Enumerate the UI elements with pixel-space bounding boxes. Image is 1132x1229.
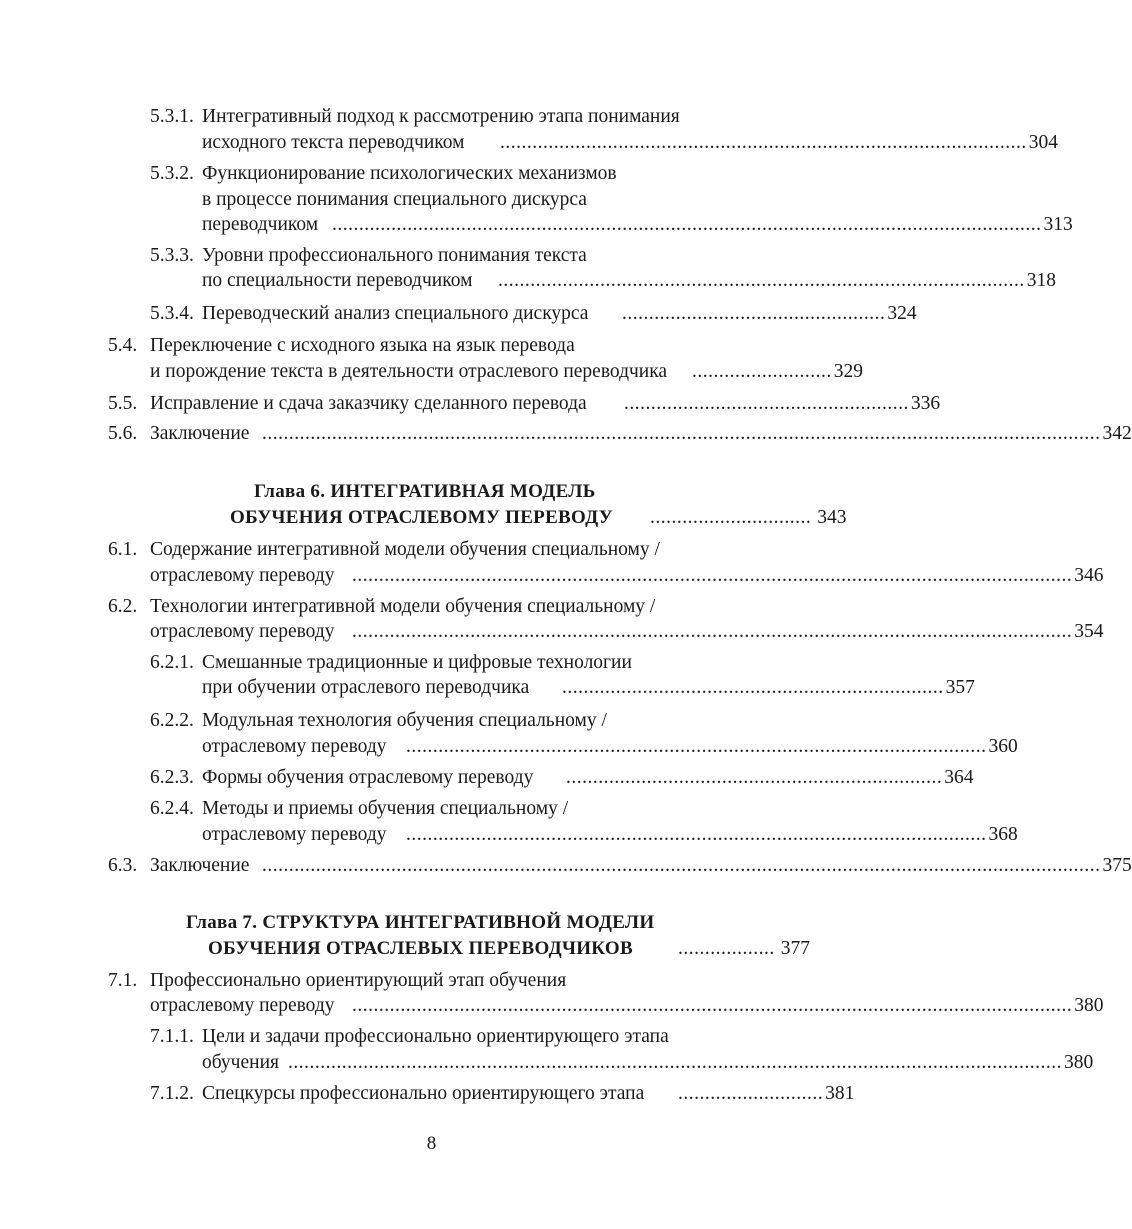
page-number: 324 (887, 303, 917, 324)
entry-number: 5.4. (108, 335, 138, 356)
entry-title-line: Цели и задачи профессионально ориентирующего этапа (202, 1026, 669, 1047)
dot-leader: ...................................................................................................................................... (352, 565, 1073, 586)
entry-title-line: переводчиком (202, 214, 319, 235)
page-number: 329 (833, 361, 863, 382)
page-number: 380 (1064, 1052, 1094, 1073)
entry-title-line: Заключение (150, 855, 250, 876)
entry-leader-line (150, 421, 1132, 447)
entry-leader-line (202, 822, 1018, 848)
dot-leader: ...................................................................................................................................... (352, 995, 1073, 1016)
dot-leader: ...................................................................................................................................... (352, 621, 1073, 642)
dot-leader: .................................................................................................................................... (332, 214, 1042, 235)
entry-number: 5.3.1. (150, 106, 194, 127)
entry-title-line: исходного текста переводчиком (202, 132, 465, 153)
entry-title-line: отраслевому переводу (150, 621, 335, 642)
dot-leader: ................................................. (622, 303, 886, 324)
chapter-title-line: Глава 7. СТРУКТУРА ИНТЕГРАТИВНОЙ МОДЕЛИ (186, 912, 655, 933)
entry-number: 5.3.2. (150, 163, 194, 184)
dot-leader: ....................................................................... (562, 677, 944, 698)
entry-number: 5.3.4. (150, 303, 194, 324)
entry-title-line: Методы и приемы обучения специальному / (202, 798, 569, 819)
page-number: 357 (945, 677, 975, 698)
entry-leader-line (150, 391, 941, 417)
page-number: 318 (1026, 270, 1056, 291)
entry-title-line: по специальности переводчиком (202, 270, 473, 291)
entry-number: 6.2.2. (150, 710, 194, 731)
entry-title-line: обучения (202, 1052, 279, 1073)
page-number: 342 (1102, 423, 1132, 444)
dot-leader: ..................................................... (624, 393, 909, 414)
chapter-title-line: ОБУЧЕНИЯ ОТРАСЛЕВЫХ ПЕРЕВОДЧИКОВ (208, 938, 633, 959)
dot-leader: ............................................................................................................................................................ (262, 855, 1101, 876)
entry-title-line: Уровни профессионального понимания текста (202, 245, 587, 266)
entry-title-line: Смешанные традиционные и цифровые технологии (202, 652, 632, 673)
entry-leader-line (202, 765, 974, 791)
entry-number: 7.1. (108, 970, 138, 991)
entry-title-line: отраслевому переводу (202, 824, 387, 845)
entry-number: 7.1.2. (150, 1083, 194, 1104)
dot-leader: ............................................................................................................ (406, 824, 987, 845)
entry-leader-line (202, 301, 917, 327)
entry-title-line: отраслевому переводу (150, 995, 335, 1016)
entry-title-line: Формы обучения отраслевому переводу (202, 767, 534, 788)
entry-title-line: при обучении отраслевого переводчика (202, 677, 530, 698)
entry-title-line: Технологии интегративной модели обучения специальному / (150, 596, 656, 617)
entry-number: 7.1.1. (150, 1026, 194, 1047)
entry-title-line: Заключение (150, 423, 250, 444)
chapter-title-line: ОБУЧЕНИЯ ОТРАСЛЕВОМУ ПЕРЕВОДУ (230, 507, 614, 528)
page-number: 343 (817, 507, 847, 528)
entry-number: 6.3. (108, 855, 138, 876)
chapter-leader-line (208, 935, 810, 963)
page-number: 364 (944, 767, 974, 788)
entry-leader-line (150, 853, 1132, 879)
dot-leader: .......................... (692, 361, 832, 382)
dot-leader: .................................................................................................. (498, 270, 1025, 291)
entry-leader-line (150, 563, 1104, 589)
entry-title-line: Функционирование психологических механизмов (202, 163, 617, 184)
entry-number: 5.3.3. (150, 245, 194, 266)
entry-title-line: отраслевому переводу (150, 565, 335, 586)
entry-leader-line (202, 1081, 855, 1107)
entry-title-line: и порождение текста в деятельности отраслевого переводчика (150, 361, 668, 382)
entry-number: 6.2.4. (150, 798, 194, 819)
dot-leader: ............................................................................................................ (406, 736, 987, 757)
page-folio: 8 (426, 1133, 437, 1154)
entry-leader-line (202, 212, 1073, 238)
page-number: 381 (825, 1083, 855, 1104)
dot-leader: ........................... (678, 1083, 824, 1104)
entry-leader-line (202, 675, 975, 701)
dot-leader: ................................................................................................................................................ (288, 1052, 1062, 1073)
dot-leader: .................. (678, 938, 775, 959)
entry-title-line: Переводческий анализ специального дискурса (202, 303, 589, 324)
entry-title-line: отраслевому переводу (202, 736, 387, 757)
entry-number: 5.5. (108, 393, 138, 414)
entry-leader-line (202, 734, 1018, 760)
entry-leader-line (150, 993, 1104, 1019)
entry-number: 5.6. (108, 423, 138, 444)
page-number: 313 (1043, 214, 1073, 235)
entry-leader-line (150, 359, 863, 385)
entry-leader-line (202, 1050, 1094, 1076)
entry-leader-line (202, 268, 1056, 294)
entry-leader-line (150, 619, 1104, 645)
page-number: 360 (988, 736, 1018, 757)
entry-title-line: в процессе понимания специального дискурса (202, 189, 587, 210)
page-number: 377 (780, 938, 810, 959)
dot-leader: ...................................................................... (566, 767, 943, 788)
page-number: 336 (910, 393, 941, 414)
dot-leader: .............................. (650, 507, 812, 528)
chapter-leader-line (230, 504, 847, 532)
entry-number: 6.2.1. (150, 652, 194, 673)
entry-title-line: Спецкурсы профессионально ориентирующего этапа (202, 1083, 645, 1104)
page-number: 375 (1102, 855, 1132, 876)
entry-title-line: Переключение с исходного языка на язык перевода (150, 335, 575, 356)
entry-title-line: Интегративный подход к рассмотрению этапа понимания (202, 106, 680, 127)
entry-number: 6.2. (108, 596, 138, 617)
entry-leader-line (202, 130, 1058, 156)
dot-leader: ............................................................................................................................................................ (262, 423, 1101, 444)
entry-title-line: Профессионально ориентирующий этап обучения (150, 970, 567, 991)
entry-number: 6.2.3. (150, 767, 194, 788)
entry-title-line: Модульная технология обучения специальному / (202, 710, 607, 731)
page-number: 346 (1074, 565, 1104, 586)
page-number: 354 (1074, 621, 1104, 642)
entry-number: 6.1. (108, 539, 138, 560)
entry-title-line: Содержание интегративной модели обучения специальному / (150, 539, 660, 560)
entry-title-line: Исправление и сдача заказчику сделанного перевода (150, 393, 587, 414)
page-number: 380 (1074, 995, 1104, 1016)
page-number: 368 (988, 824, 1018, 845)
dot-leader: .................................................................................................. (500, 132, 1027, 153)
chapter-title-line: Глава 6. ИНТЕГРАТИВНАЯ МОДЕЛЬ (254, 481, 596, 502)
page-number: 304 (1028, 132, 1058, 153)
